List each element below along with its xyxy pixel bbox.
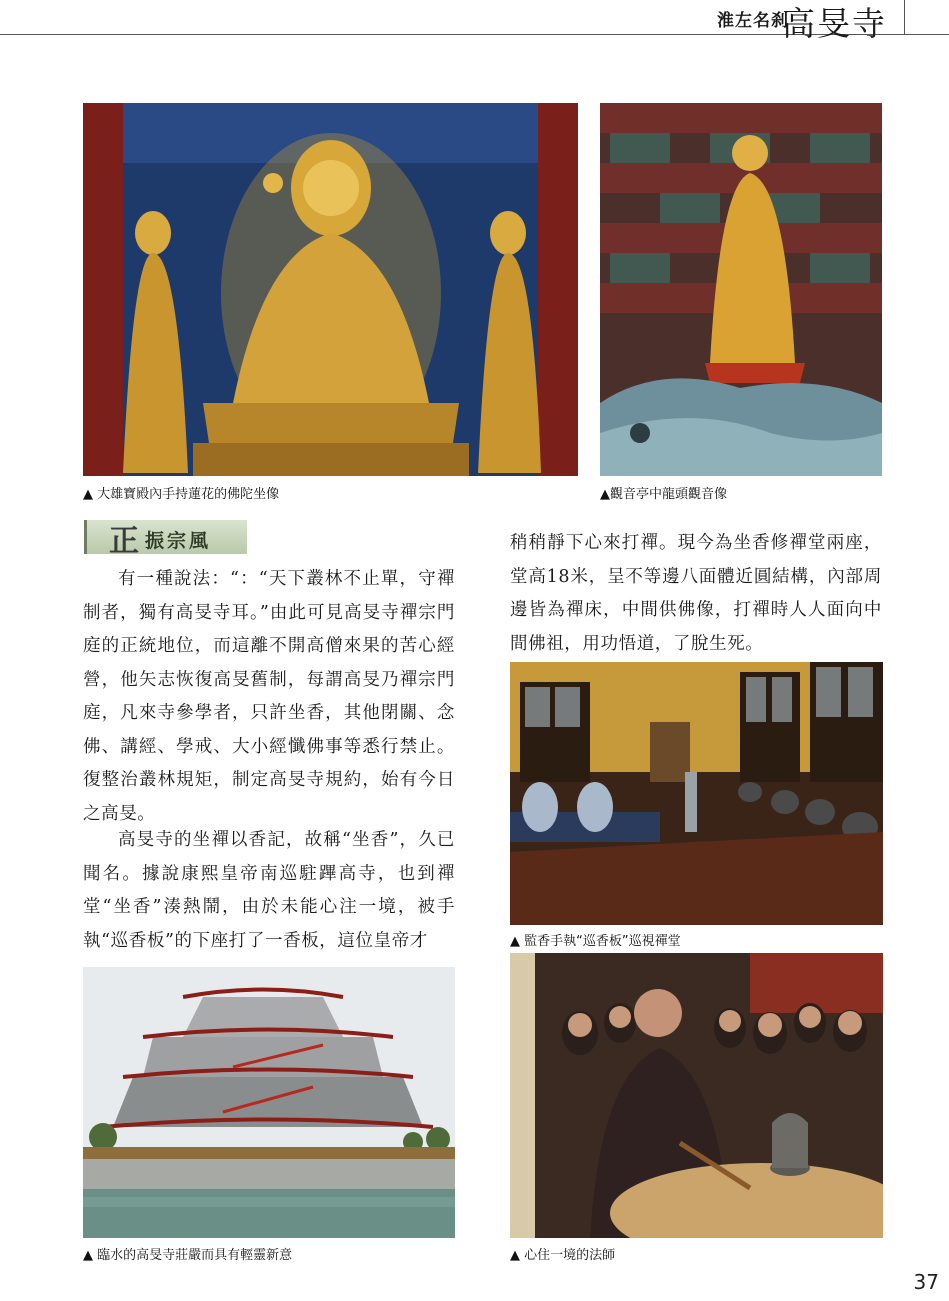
right-paragraph-1: 稍稍靜下心來打禪。現今為坐香修禪堂兩座，堂高18米，呈不等邊八面體近圓結構，內部周邊皆為禪床，中間供佛像，打禪時人人面向中間佛祖，用功悟道，了脫生死。 [510, 533, 882, 654]
left-paragraph-2: 高旻寺的坐禪以香記，故稱“坐香”，久已聞名。據說康熙皇帝南巡駐蹕高寺，也到禪堂“坐香”湊熱鬧，由於未能心注一境，被手執“巡香板”的下座打了一香板，這位皇帝才 [83, 830, 455, 951]
caption-fig1: ▲ 大雄寶殿內手持蓮花的佛陀坐像 [83, 487, 280, 502]
caption-fig5: ▲ 心住一境的法師 [510, 1248, 616, 1263]
section-mark: 正 [109, 524, 139, 559]
page-number: 37 [913, 1270, 939, 1294]
header-series: 淮左名刹 [717, 11, 789, 31]
section-heading-text: 振宗風 [145, 530, 212, 552]
photo-meditation-hall [510, 662, 883, 925]
photo-monk-meditating [510, 953, 883, 1238]
section-heading [84, 520, 247, 559]
caption-fig4: ▲ 臨水的高旻寺莊嚴而具有輕靈新意 [83, 1248, 293, 1263]
caption-fig2: ▲觀音亭中龍頭觀音像 [600, 487, 727, 502]
photo-guanyin-dragon [600, 103, 882, 476]
left-paragraph-1: 有一種說法：“：“天下叢林不止單，守禪制者，獨有高旻寺耳。”由此可見高旻寺禪宗門庭的正統地位，而這離不開高僧來果的苦心經營，他矢志恢復高旻舊制，每謂高旻乃禪宗門庭，凡來寺參學者，只許坐香，其他閉關、念佛、講經、學戒、大小經懺佛事等悉行禁止。復整治叢林規矩，制定高旻寺規約，始有今日之高旻。 [83, 569, 455, 824]
header-tab [904, 0, 949, 34]
caption-fig3: ▲ 監香手執“巡香板”巡視禪堂 [510, 934, 681, 949]
header-title: 高旻寺 [782, 4, 887, 43]
photo-buddha-statue [83, 103, 578, 476]
photo-temple-waterside [83, 967, 455, 1238]
